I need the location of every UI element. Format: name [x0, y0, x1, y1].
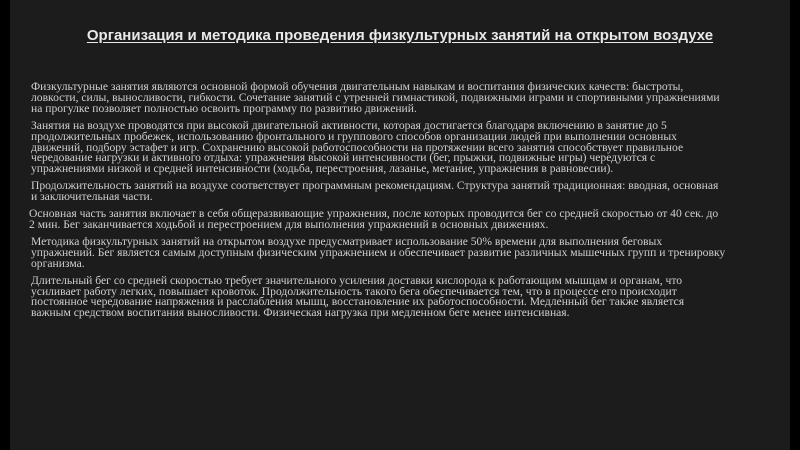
paragraph-3: Продолжительность занятий на воздухе соответствует программным рекомендациям. Структура занятий традиционная: вводная, основная и заключительная части.: [31, 179, 719, 204]
slide-body: [31, 82, 726, 325]
paragraph-6: Длительный бег со средней скоростью требует значительного усиления доставки кислорода к работающим мышцам и органам, что усиливает работу легких, повышает кровоток. Продолжительность такого бега обеспечивается тем, что в процессе его происходит постоянное чередование напряжения и расслабления мышц, восстановление их работоспособности. Медленный бег также является важным средством воспитания выносливости. Физическая нагрузка при медленном беге менее интенсивная.: [31, 273, 685, 320]
paragraph-4: Основная часть занятия включает в себя общеразвивающие упражнения, после которых проводится бег со средней скоростью от 40 сек. до 2 мин. Бег заканчивается ходьбой и перестроением для выполнения упражнений в основных движениях.: [29, 207, 719, 231]
slide-title: Организация и методика проведения физкультурных занятий на открытом воздухе: [86, 27, 714, 44]
paragraph-1: Физкультурные занятия являются основной формой обучения двигательным навыкам и воспитания физических качеств: быстроты, ловкости, силы, выносливости, гибкости. Сочетание занятий с утренней гимнастикой, подвижными играми и спортивными упражнениями на прогулке позволяет полностью освоить программу по развитию движений.: [31, 80, 720, 115]
paragraph-5: Методика физкультурных занятий на открытом воздухе предусматривает использование 50% времени для выполнения беговых упражнений. Бег является самым доступным физическим упражнением и обеспечивает развитие различных мышечных групп и тренировку организма.: [31, 234, 726, 270]
slide-panel: [10, 0, 790, 450]
paragraph-2: Занятия на воздухе проводятся при высокой двигательной активности, которая достигается благодаря включению в занятие до 5 продолжительных пробежек, использованию фронтального и группового способов организации людей при выполнении основных движений, подбору эстафет и игр. Сохранению высокой работоспособности на протяжении всего занятия способствует правильное чередование нагрузки и активного отдыха: упражнения высокой интенсивности (бег, прыжки, подвижные игры) чередуются с упражнениями низкой и средней интенсивности (ходьба, перестроения, лазанье, метание, упражнения в равновесии).: [31, 118, 684, 176]
